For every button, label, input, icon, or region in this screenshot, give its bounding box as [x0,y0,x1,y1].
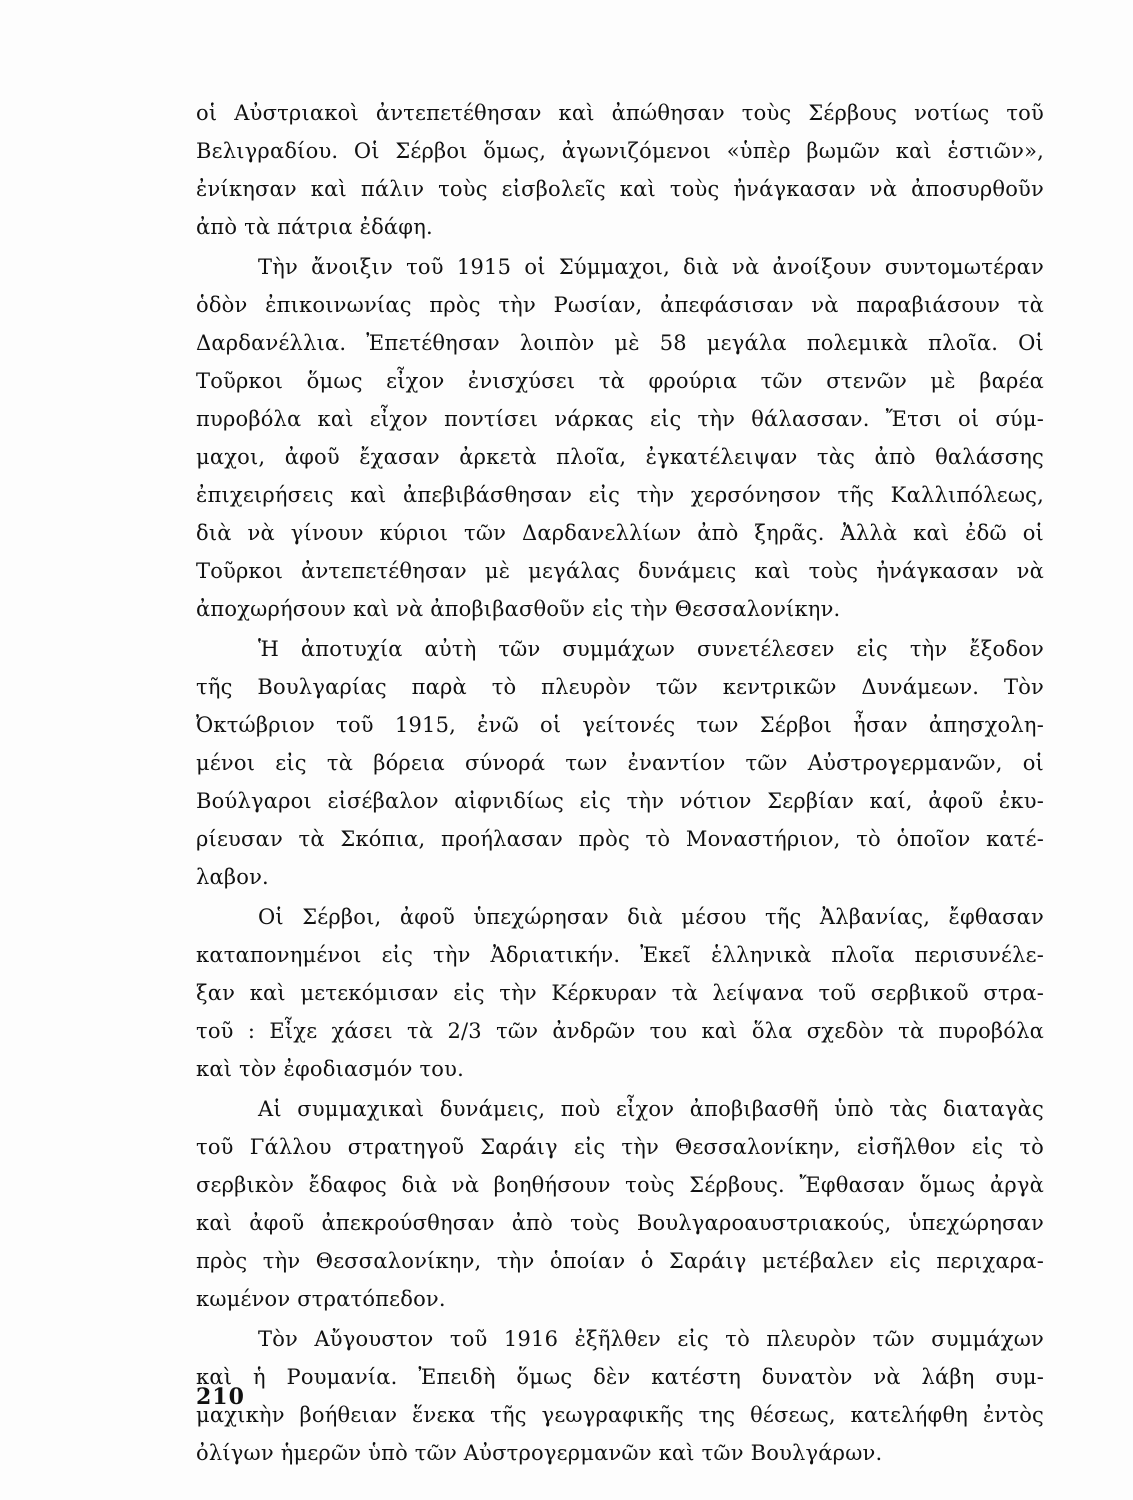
text-line: Δαρδανέλλια. Ἐπετέθησαν λοιπὸν μὲ 58 μεγάλα πολεμικὰ πλοῖα. Οἱ [196,331,1044,355]
text-line: καὶ τὸν ἐφοδιασμόν του. [196,1057,464,1081]
text-line: πυροβόλα καὶ εἶχον ποντίσει νάρκας εἰς τὴν θάλασσαν. Ἔτσι οἱ σύμ- [196,407,1044,431]
text-line: τῆς Βουλγαρίας παρὰ τὸ πλευρὸν τῶν κεντρικῶν Δυνάμεων. Τὸν [196,675,1044,699]
text-line: καὶ ἀφοῦ ἀπεκρούσθησαν ἀπὸ τοὺς Βουλγαροαυστριακούς, ὑπεχώρησαν [196,1211,1044,1235]
paragraph-start-line: Τὴν ἄνοιξιν τοῦ 1915 οἱ Σύμμαχοι, διὰ νὰ ἀνοίξουν συντομωτέραν [258,255,1044,279]
text-line: Τοῦρκοι ἀντεπετέθησαν μὲ μεγάλας δυνάμεις καὶ τοὺς ἠνάγκασαν νὰ [196,559,1044,583]
text-line: μαχοι, ἀφοῦ ἔχασαν ἀρκετὰ πλοῖα, ἐγκατέλειψαν τὰς ἀπὸ θαλάσσης [196,445,1044,469]
text-line: καὶ ἡ Ρουμανία. Ἐπειδὴ ὅμως δὲν κατέστη δυνατὸν νὰ λάβη συμ- [196,1365,1044,1389]
page-number: 210 [196,1384,245,1410]
body-text [196,94,1044,1472]
text-line: κωμένον στρατόπεδον. [196,1287,446,1311]
text-line: Τοῦρκοι ὅμως εἶχον ἐνισχύσει τὰ φρούρια τῶν στενῶν μὲ βαρέα [196,369,1044,393]
text-line: ὀλίγων ἡμερῶν ὑπὸ τῶν Αὐστρογερμανῶν καὶ τῶν Βουλγάρων. [196,1441,883,1465]
text-line: μαχικὴν βοήθειαν ἕνεκα τῆς γεωγραφικῆς της θέσεως, κατελήφθη ἐντὸς [196,1403,1044,1427]
paragraph-start-line: Οἱ Σέρβοι, ἀφοῦ ὑπεχώρησαν διὰ μέσου τῆς Ἀλβανίας, ἔφθασαν [258,905,1044,929]
text-line: ἐνίκησαν καὶ πάλιν τοὺς εἰσβολεῖς καὶ τοὺς ἠνάγκασαν νὰ ἀποσυρθοῦν [196,177,1044,201]
text-line: ρίευσαν τὰ Σκόπια, προήλασαν πρὸς τὸ Μοναστήριον, τὸ ὁποῖον κατέ- [196,827,1044,851]
text-line: ἀπὸ τὰ πάτρια ἐδάφη. [196,215,433,239]
text-line: διὰ νὰ γίνουν κύριοι τῶν Δαρδανελλίων ἀπὸ ξηρᾶς. Ἀλλὰ καὶ ἐδῶ οἱ [196,521,1044,545]
text-line: τοῦ Γάλλου στρατηγοῦ Σαράιγ εἰς τὴν Θεσσαλονίκην, εἰσῆλθον εἰς τὸ [196,1135,1044,1159]
text-line: μένοι εἰς τὰ βόρεια σύνορά των ἐναντίον τῶν Αὐστρογερμανῶν, οἱ [196,751,1044,775]
text-line: Ὀκτώβριον τοῦ 1915, ἐνῶ οἱ γείτονές των Σέρβοι ἦσαν ἀπησχολη- [196,713,1044,737]
text-line: καταπονημένοι εἰς τὴν Ἀδριατικήν. Ἐκεῖ ἑλληνικὰ πλοῖα περισυνέλε- [196,943,1044,967]
paragraph-start-line: Αἱ συμμαχικαὶ δυνάμεις, ποὺ εἶχον ἀποβιβασθῆ ὑπὸ τὰς διαταγὰς [258,1097,1044,1121]
text-line: πρὸς τὴν Θεσσαλονίκην, τὴν ὁποίαν ὁ Σαράιγ μετέβαλεν εἰς περιχαρα- [196,1249,1044,1273]
paragraph-start-line: Ἡ ἀποτυχία αὐτὴ τῶν συμμάχων συνετέλεσεν εἰς τὴν ἔξοδον [258,637,1044,661]
text-line: σερβικὸν ἔδαφος διὰ νὰ βοηθήσουν τοὺς Σέρβους. Ἔφθασαν ὅμως ἀργὰ [196,1173,1044,1197]
text-line: ξαν καὶ μετεκόμισαν εἰς τὴν Κέρκυραν τὰ λείψανα τοῦ σερβικοῦ στρα- [196,981,1044,1005]
text-line: Βούλγαροι εἰσέβαλον αἰφνιδίως εἰς τὴν νότιον Σερβίαν καί, ἀφοῦ ἐκυ- [196,789,1044,813]
text-line: οἱ Αὐστριακοὶ ἀντεπετέθησαν καὶ ἀπώθησαν τοὺς Σέρβους νοτίως τοῦ [196,101,1044,125]
paragraph-start-line: Τὸν Αὔγουστον τοῦ 1916 ἐξῆλθεν εἰς τὸ πλευρὸν τῶν συμμάχων [258,1327,1044,1351]
text-line: Βελιγραδίου. Οἱ Σέρβοι ὅμως, ἀγωνιζόμενοι «ὑπὲρ βωμῶν καὶ ἑστιῶν», [196,139,1044,163]
text-line: ὁδὸν ἐπικοινωνίας πρὸς τὴν Ρωσίαν, ἀπεφάσισαν νὰ παραβιάσουν τὰ [196,293,1044,317]
text-line: τοῦ : Εἶχε χάσει τὰ 2/3 τῶν ἀνδρῶν του καὶ ὅλα σχεδὸν τὰ πυροβόλα [196,1019,1044,1043]
text-line: ἀποχωρήσουν καὶ νὰ ἀποβιβασθοῦν εἰς τὴν Θεσσαλονίκην. [196,597,841,621]
text-line: λαβον. [196,865,269,889]
text-line: ἐπιχειρήσεις καὶ ἀπεβιβάσθησαν εἰς τὴν χερσόνησον τῆς Καλλιπόλεως, [196,483,1044,507]
